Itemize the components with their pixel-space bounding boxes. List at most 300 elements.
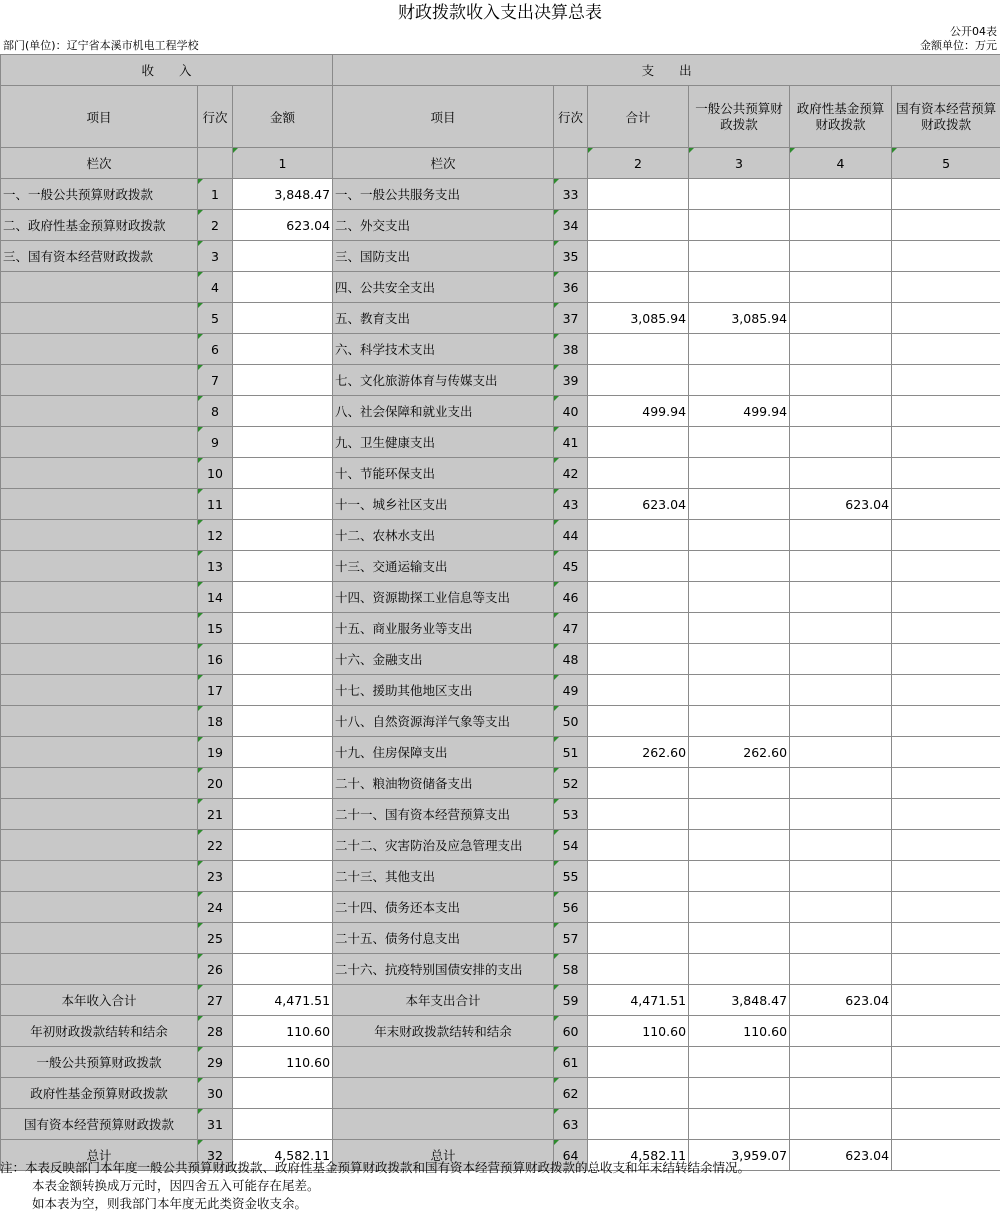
state-capital-cell bbox=[892, 489, 1000, 520]
expense-item-cell: 十五、商业服务业等支出 bbox=[333, 613, 554, 644]
income-line-number: 20 bbox=[198, 768, 233, 799]
general-budget-cell bbox=[689, 241, 790, 272]
expense-item-cell: 十九、住房保障支出 bbox=[333, 737, 554, 768]
state-capital-cell bbox=[892, 1047, 1000, 1078]
state-capital-cell bbox=[892, 613, 1000, 644]
income-line-number: 22 bbox=[198, 830, 233, 861]
income-item-cell bbox=[1, 334, 198, 365]
expense-total-cell bbox=[588, 582, 689, 613]
income-item-cell bbox=[1, 458, 198, 489]
expense-total-cell bbox=[588, 799, 689, 830]
income-item-cell bbox=[1, 303, 198, 334]
general-budget-cell bbox=[689, 799, 790, 830]
state-capital-cell bbox=[892, 799, 1000, 830]
income-amount-cell bbox=[233, 892, 333, 923]
income-item-cell: 二、政府性基金预算财政拨款 bbox=[1, 210, 198, 241]
fund-budget-cell bbox=[790, 427, 892, 458]
expense-total-cell bbox=[588, 861, 689, 892]
general-budget-cell bbox=[689, 365, 790, 396]
state-capital-cell bbox=[892, 1016, 1000, 1047]
table-row bbox=[1, 582, 1000, 613]
report-title: 财政拨款收入支出决算总表 bbox=[398, 3, 602, 23]
fund-budget-cell bbox=[790, 272, 892, 303]
income-item-cell bbox=[1, 582, 198, 613]
table-row bbox=[1, 365, 1000, 396]
fund-budget-cell bbox=[790, 1078, 892, 1109]
expense-line-number: 54 bbox=[554, 830, 588, 861]
income-amount-cell bbox=[233, 675, 333, 706]
state-capital-cell bbox=[892, 179, 1000, 210]
expense-total-cell bbox=[588, 954, 689, 985]
expense-line-number: 52 bbox=[554, 768, 588, 799]
general-budget-cell: 110.60 bbox=[689, 1016, 790, 1047]
income-item-cell: 总计 bbox=[1, 1140, 198, 1171]
expense-item-cell: 二十五、债务付息支出 bbox=[333, 923, 554, 954]
income-item-cell bbox=[1, 830, 198, 861]
expense-total-cell bbox=[588, 241, 689, 272]
income-col-label: 栏次 bbox=[1, 148, 198, 179]
state-capital-cell bbox=[892, 551, 1000, 582]
state-capital-cell bbox=[892, 241, 1000, 272]
expense-line-number: 53 bbox=[554, 799, 588, 830]
income-amount-cell bbox=[233, 427, 333, 458]
col-number: 1 bbox=[233, 148, 333, 179]
fund-budget-cell bbox=[790, 520, 892, 551]
state-capital-cell bbox=[892, 737, 1000, 768]
income-amount-cell bbox=[233, 706, 333, 737]
income-item-cell bbox=[1, 272, 198, 303]
table-row bbox=[1, 613, 1000, 644]
fund-budget-cell bbox=[790, 458, 892, 489]
income-item-header: 项目 bbox=[1, 86, 198, 148]
income-amount-cell bbox=[233, 303, 333, 334]
expense-total-cell: 4,582.11 bbox=[588, 1140, 689, 1171]
fund-budget-cell bbox=[790, 830, 892, 861]
fund-budget-cell bbox=[790, 365, 892, 396]
expense-line-number: 51 bbox=[554, 737, 588, 768]
expense-total-cell: 499.94 bbox=[588, 396, 689, 427]
expense-item-cell: 十四、资源勘探工业信息等支出 bbox=[333, 582, 554, 613]
income-item-cell bbox=[1, 861, 198, 892]
expense-line-number: 43 bbox=[554, 489, 588, 520]
table-row bbox=[1, 768, 1000, 799]
expense-line-number: 34 bbox=[554, 210, 588, 241]
expense-item-cell: 一、一般公共服务支出 bbox=[333, 179, 554, 210]
income-line-number: 17 bbox=[198, 675, 233, 706]
col-number: 2 bbox=[588, 148, 689, 179]
expense-item-cell: 二十六、抗疫特别国债安排的支出 bbox=[333, 954, 554, 985]
expense-total-cell bbox=[588, 768, 689, 799]
general-budget-cell: 499.94 bbox=[689, 396, 790, 427]
table-row bbox=[1, 1109, 1000, 1140]
form-code: 公开04表 bbox=[950, 25, 997, 38]
table-row bbox=[1, 179, 1000, 210]
expense-item-cell bbox=[333, 1047, 554, 1078]
table-row bbox=[1, 861, 1000, 892]
note-line: 注：本表反映部门本年度一般公共预算财政拨款、政府性基金预算财政拨款和国有资本经营预算财政拨款的总收支和年末结转结余情况。 bbox=[0, 1160, 751, 1175]
general-budget-cell bbox=[689, 551, 790, 582]
total-header: 合计 bbox=[588, 86, 689, 148]
income-amount-cell: 110.60 bbox=[233, 1047, 333, 1078]
state-capital-cell bbox=[892, 272, 1000, 303]
general-budget-cell: 3,848.47 bbox=[689, 985, 790, 1016]
general-budget-cell bbox=[689, 768, 790, 799]
income-line-number: 14 bbox=[198, 582, 233, 613]
state-capital-cell bbox=[892, 892, 1000, 923]
expense-line-number: 46 bbox=[554, 582, 588, 613]
expense-total-cell bbox=[588, 458, 689, 489]
state-capital-cell bbox=[892, 768, 1000, 799]
income-line-header: 行次 bbox=[198, 86, 233, 148]
expense-line-number: 38 bbox=[554, 334, 588, 365]
income-line-number: 32 bbox=[198, 1140, 233, 1171]
income-amount-cell: 4,471.51 bbox=[233, 985, 333, 1016]
general-budget-cell bbox=[689, 458, 790, 489]
income-amount-cell bbox=[233, 582, 333, 613]
table-row bbox=[1, 892, 1000, 923]
expense-line-number: 61 bbox=[554, 1047, 588, 1078]
fund-budget-cell bbox=[790, 1047, 892, 1078]
income-item-cell bbox=[1, 520, 198, 551]
expense-item-cell: 十七、援助其他地区支出 bbox=[333, 675, 554, 706]
fund-budget-cell bbox=[790, 923, 892, 954]
expense-line-number: 49 bbox=[554, 675, 588, 706]
col-number: 3 bbox=[689, 148, 790, 179]
state-capital-cell bbox=[892, 985, 1000, 1016]
income-amount-cell bbox=[233, 272, 333, 303]
table-row bbox=[1, 458, 1000, 489]
expense-line-number: 50 bbox=[554, 706, 588, 737]
income-line-number: 24 bbox=[198, 892, 233, 923]
income-item-cell: 本年收入合计 bbox=[1, 985, 198, 1016]
income-line-number: 9 bbox=[198, 427, 233, 458]
general-budget-cell bbox=[689, 272, 790, 303]
expense-line-number: 58 bbox=[554, 954, 588, 985]
general-budget-cell bbox=[689, 582, 790, 613]
fund-budget-cell bbox=[790, 179, 892, 210]
table-row bbox=[1, 396, 1000, 427]
department-label: 部门(单位)：辽宁省本溪市机电工程学校 bbox=[3, 39, 199, 52]
table-row bbox=[1, 954, 1000, 985]
income-item-cell: 三、国有资本经营财政拨款 bbox=[1, 241, 198, 272]
table-row bbox=[1, 1016, 1000, 1047]
expense-line-number: 36 bbox=[554, 272, 588, 303]
expense-item-cell bbox=[333, 1109, 554, 1140]
expense-section-header: 支 出 bbox=[333, 55, 1000, 86]
col-number: 5 bbox=[892, 148, 1000, 179]
state-capital-header: 国有资本经营预算财政拨款 bbox=[892, 86, 1000, 148]
income-item-cell bbox=[1, 768, 198, 799]
expense-line-header: 行次 bbox=[554, 86, 588, 148]
state-capital-cell bbox=[892, 706, 1000, 737]
income-line-number: 2 bbox=[198, 210, 233, 241]
expense-line-number: 33 bbox=[554, 179, 588, 210]
income-amount-cell bbox=[233, 551, 333, 582]
income-line-number: 5 bbox=[198, 303, 233, 334]
state-capital-cell bbox=[892, 520, 1000, 551]
expense-total-cell bbox=[588, 272, 689, 303]
expense-item-cell: 四、公共安全支出 bbox=[333, 272, 554, 303]
table-row bbox=[1, 303, 1000, 334]
income-item-cell: 一、一般公共预算财政拨款 bbox=[1, 179, 198, 210]
income-amount-cell bbox=[233, 830, 333, 861]
expense-item-cell: 九、卫生健康支出 bbox=[333, 427, 554, 458]
expense-total-cell: 623.04 bbox=[588, 489, 689, 520]
fund-budget-cell bbox=[790, 210, 892, 241]
income-item-cell bbox=[1, 489, 198, 520]
general-budget-cell: 262.60 bbox=[689, 737, 790, 768]
general-budget-cell bbox=[689, 1047, 790, 1078]
expense-total-cell: 262.60 bbox=[588, 737, 689, 768]
income-section-header: 收 入 bbox=[1, 55, 333, 86]
state-capital-cell bbox=[892, 365, 1000, 396]
fund-budget-cell bbox=[790, 303, 892, 334]
expense-total-cell bbox=[588, 706, 689, 737]
fund-budget-cell bbox=[790, 954, 892, 985]
fiscal-table bbox=[0, 54, 1000, 1171]
state-capital-cell bbox=[892, 1140, 1000, 1171]
income-item-cell: 一般公共预算财政拨款 bbox=[1, 1047, 198, 1078]
income-line-number: 6 bbox=[198, 334, 233, 365]
expense-item-cell: 六、科学技术支出 bbox=[333, 334, 554, 365]
expense-total-cell bbox=[588, 210, 689, 241]
table-row bbox=[1, 737, 1000, 768]
general-budget-cell bbox=[689, 675, 790, 706]
general-budget-cell bbox=[689, 923, 790, 954]
table-row bbox=[1, 985, 1000, 1016]
general-budget-cell bbox=[689, 954, 790, 985]
fund-budget-cell bbox=[790, 675, 892, 706]
fund-budget-cell bbox=[790, 396, 892, 427]
state-capital-cell bbox=[892, 427, 1000, 458]
income-amount-cell bbox=[233, 768, 333, 799]
income-item-cell bbox=[1, 923, 198, 954]
expense-item-cell: 本年支出合计 bbox=[333, 985, 554, 1016]
income-item-cell: 国有资本经营预算财政拨款 bbox=[1, 1109, 198, 1140]
income-amount-cell bbox=[233, 334, 333, 365]
expense-item-cell: 二十三、其他支出 bbox=[333, 861, 554, 892]
income-item-cell bbox=[1, 644, 198, 675]
income-line-number: 11 bbox=[198, 489, 233, 520]
expense-item-cell: 十三、交通运输支出 bbox=[333, 551, 554, 582]
fund-budget-cell: 623.04 bbox=[790, 985, 892, 1016]
income-line-number: 28 bbox=[198, 1016, 233, 1047]
income-line-number: 29 bbox=[198, 1047, 233, 1078]
table-row bbox=[1, 520, 1000, 551]
income-amount-cell bbox=[233, 923, 333, 954]
fund-budget-cell bbox=[790, 582, 892, 613]
income-amount-cell bbox=[233, 241, 333, 272]
col-number: 4 bbox=[790, 148, 892, 179]
income-line-number: 26 bbox=[198, 954, 233, 985]
general-budget-cell bbox=[689, 613, 790, 644]
general-budget-cell bbox=[689, 644, 790, 675]
income-amount-cell: 4,582.11 bbox=[233, 1140, 333, 1171]
expense-total-cell bbox=[588, 520, 689, 551]
expense-line-number: 41 bbox=[554, 427, 588, 458]
income-item-cell bbox=[1, 892, 198, 923]
fund-budget-cell bbox=[790, 1109, 892, 1140]
state-capital-cell bbox=[892, 1109, 1000, 1140]
general-budget-cell: 3,085.94 bbox=[689, 303, 790, 334]
general-budget-cell bbox=[689, 334, 790, 365]
income-line-number: 4 bbox=[198, 272, 233, 303]
expense-total-cell bbox=[588, 675, 689, 706]
income-amount-cell bbox=[233, 799, 333, 830]
expense-total-cell bbox=[588, 1078, 689, 1109]
state-capital-cell bbox=[892, 303, 1000, 334]
income-line-number: 31 bbox=[198, 1109, 233, 1140]
expense-item-cell: 十六、金融支出 bbox=[333, 644, 554, 675]
expense-line-number: 47 bbox=[554, 613, 588, 644]
expense-total-cell bbox=[588, 1047, 689, 1078]
expense-item-cell: 年末财政拨款结转和结余 bbox=[333, 1016, 554, 1047]
income-amount-cell bbox=[233, 954, 333, 985]
note-line: 本表金额转换成万元时，因四舍五入可能存在尾差。 bbox=[32, 1178, 320, 1193]
expense-item-cell: 七、文化旅游体育与传媒支出 bbox=[333, 365, 554, 396]
income-line-number: 8 bbox=[198, 396, 233, 427]
general-budget-header: 一般公共预算财政拨款 bbox=[689, 86, 790, 148]
income-line-number: 23 bbox=[198, 861, 233, 892]
table-row bbox=[1, 830, 1000, 861]
general-budget-cell bbox=[689, 489, 790, 520]
expense-col-blank bbox=[554, 148, 588, 179]
expense-item-cell: 十、节能环保支出 bbox=[333, 458, 554, 489]
state-capital-cell bbox=[892, 334, 1000, 365]
fund-budget-cell bbox=[790, 241, 892, 272]
state-capital-cell bbox=[892, 675, 1000, 706]
general-budget-cell: 3,959.07 bbox=[689, 1140, 790, 1171]
fund-budget-cell bbox=[790, 737, 892, 768]
expense-line-number: 37 bbox=[554, 303, 588, 334]
expense-total-cell bbox=[588, 334, 689, 365]
expense-total-cell bbox=[588, 427, 689, 458]
table-row bbox=[1, 210, 1000, 241]
table-row bbox=[1, 675, 1000, 706]
income-line-number: 12 bbox=[198, 520, 233, 551]
income-line-number: 10 bbox=[198, 458, 233, 489]
income-amount-cell bbox=[233, 861, 333, 892]
expense-line-number: 45 bbox=[554, 551, 588, 582]
income-amount-cell bbox=[233, 365, 333, 396]
expense-item-cell bbox=[333, 1078, 554, 1109]
income-item-cell bbox=[1, 675, 198, 706]
income-amount-cell bbox=[233, 613, 333, 644]
expense-line-number: 57 bbox=[554, 923, 588, 954]
table-row bbox=[1, 241, 1000, 272]
income-item-cell bbox=[1, 551, 198, 582]
state-capital-cell bbox=[892, 582, 1000, 613]
expense-line-number: 40 bbox=[554, 396, 588, 427]
expense-total-cell bbox=[588, 551, 689, 582]
fund-budget-cell bbox=[790, 799, 892, 830]
unit-label: 金额单位：万元 bbox=[920, 39, 997, 52]
income-line-number: 13 bbox=[198, 551, 233, 582]
income-col-blank bbox=[198, 148, 233, 179]
income-amount-cell bbox=[233, 737, 333, 768]
expense-line-number: 56 bbox=[554, 892, 588, 923]
income-amount-cell bbox=[233, 1078, 333, 1109]
table-row bbox=[1, 706, 1000, 737]
income-line-number: 21 bbox=[198, 799, 233, 830]
table-row bbox=[1, 1078, 1000, 1109]
state-capital-cell bbox=[892, 210, 1000, 241]
income-line-number: 30 bbox=[198, 1078, 233, 1109]
general-budget-cell bbox=[689, 210, 790, 241]
expense-line-number: 60 bbox=[554, 1016, 588, 1047]
income-line-number: 16 bbox=[198, 644, 233, 675]
income-amount-cell: 3,848.47 bbox=[233, 179, 333, 210]
income-amount-cell: 110.60 bbox=[233, 1016, 333, 1047]
income-line-number: 1 bbox=[198, 179, 233, 210]
income-item-cell: 年初财政拨款结转和结余 bbox=[1, 1016, 198, 1047]
expense-total-cell bbox=[588, 1109, 689, 1140]
income-item-cell bbox=[1, 427, 198, 458]
expense-line-number: 55 bbox=[554, 861, 588, 892]
table-row bbox=[1, 334, 1000, 365]
expense-total-cell bbox=[588, 365, 689, 396]
expense-item-cell: 五、教育支出 bbox=[333, 303, 554, 334]
general-budget-cell bbox=[689, 427, 790, 458]
expense-total-cell: 110.60 bbox=[588, 1016, 689, 1047]
table-row bbox=[1, 427, 1000, 458]
table-row bbox=[1, 923, 1000, 954]
expense-line-number: 42 bbox=[554, 458, 588, 489]
state-capital-cell bbox=[892, 1078, 1000, 1109]
expense-col-label: 栏次 bbox=[333, 148, 554, 179]
expense-item-cell: 十二、农林水支出 bbox=[333, 520, 554, 551]
note-line: 如本表为空，则我部门本年度无此类资金收支余。 bbox=[32, 1196, 308, 1211]
income-item-cell bbox=[1, 613, 198, 644]
expense-line-number: 35 bbox=[554, 241, 588, 272]
income-item-cell bbox=[1, 396, 198, 427]
income-line-number: 25 bbox=[198, 923, 233, 954]
expense-line-number: 62 bbox=[554, 1078, 588, 1109]
income-amount-cell bbox=[233, 396, 333, 427]
table-row bbox=[1, 644, 1000, 675]
expense-line-number: 63 bbox=[554, 1109, 588, 1140]
income-line-number: 15 bbox=[198, 613, 233, 644]
expense-item-cell: 十一、城乡社区支出 bbox=[333, 489, 554, 520]
expense-line-number: 48 bbox=[554, 644, 588, 675]
general-budget-cell bbox=[689, 1109, 790, 1140]
expense-item-header: 项目 bbox=[333, 86, 554, 148]
expense-item-cell: 二十四、债务还本支出 bbox=[333, 892, 554, 923]
expense-item-cell: 八、社会保障和就业支出 bbox=[333, 396, 554, 427]
expense-item-cell: 二十二、灾害防治及应急管理支出 bbox=[333, 830, 554, 861]
table-row bbox=[1, 272, 1000, 303]
income-line-number: 7 bbox=[198, 365, 233, 396]
fund-budget-cell bbox=[790, 861, 892, 892]
income-line-number: 19 bbox=[198, 737, 233, 768]
fund-budget-cell: 623.04 bbox=[790, 489, 892, 520]
income-line-number: 27 bbox=[198, 985, 233, 1016]
state-capital-cell bbox=[892, 458, 1000, 489]
fund-budget-cell bbox=[790, 334, 892, 365]
expense-line-number: 39 bbox=[554, 365, 588, 396]
expense-total-cell bbox=[588, 892, 689, 923]
expense-total-cell: 3,085.94 bbox=[588, 303, 689, 334]
income-amount-cell bbox=[233, 644, 333, 675]
fund-budget-cell: 623.04 bbox=[790, 1140, 892, 1171]
income-amount-cell bbox=[233, 489, 333, 520]
expense-total-cell bbox=[588, 644, 689, 675]
table-row bbox=[1, 1047, 1000, 1078]
fund-budget-cell bbox=[790, 706, 892, 737]
table-row bbox=[1, 489, 1000, 520]
fund-budget-cell bbox=[790, 644, 892, 675]
table-row bbox=[1, 551, 1000, 582]
